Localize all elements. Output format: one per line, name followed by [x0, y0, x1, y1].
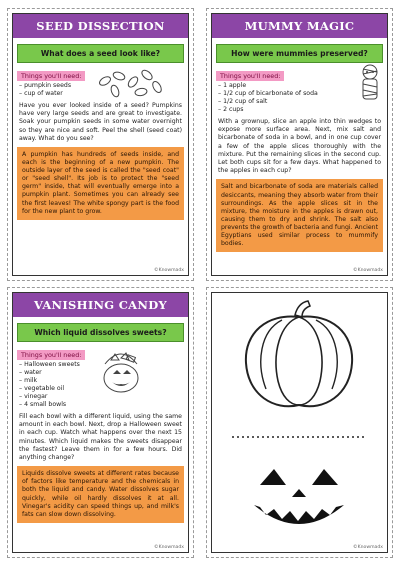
explanation-box: A pumpkin has hundreds of seeds inside, and each is the beginning of a new pumpkin. The outside layer of the seed is called the "seed coat" or "seed shell". Its job is to protect the "seed germ" inside, that will eventually emerge into a pumpkin plant. Sometimes you can already see the first leaves! The white spongy part is the food for the new plant to grow. — [17, 147, 184, 220]
list-item: – 2 cups — [218, 106, 318, 114]
candy-bucket-illustration — [85, 342, 188, 409]
instructions: With a grownup, slice an apple into thin wedges to expose more surface area. Next, mix salt and bicarbonate of soda in a bowl, and in one cup cover a few of the apple slices thoroughly with the mixture. Put the remaining slices in the second cup. Let both cups sit for a few days. What happened to the apples in each cup? — [218, 118, 381, 175]
pumpkin-illustration — [212, 293, 387, 548]
materials — [212, 63, 318, 114]
credit: ©Knowmadx — [153, 545, 184, 550]
credit: ©Knowmadx — [153, 268, 184, 273]
list-item: – 1 apple — [218, 82, 318, 90]
instructions: Have you ever looked inside of a seed? Pumpkins have very large seeds and are great to investigate. Soak your pumpkin seeds in some water overnight so they are nice and soft. Peel the shell (seed coat) away. What do you see? — [19, 102, 182, 142]
things-needed-label: Things you'll need: — [216, 71, 284, 81]
materials-list — [218, 82, 318, 114]
card-frame — [211, 13, 388, 276]
explanation-box: Salt and bicarbonate of soda are materials called desiccants, meaning they absorb water from their surroundings. As the apple slices sit in the mixture, the moisture in the apples is drawn out, causing them to dry and shrink. The salt also prevents the growth of bacteria and fungi. Ancient Egyptians used similar process to mummify bodies. — [216, 179, 383, 252]
list-item: – vinegar — [19, 393, 85, 401]
list-item: – 4 small bowls — [19, 401, 85, 409]
credit: ©Knowmadx — [352, 545, 383, 550]
things-needed-label: Things you'll need: — [17, 350, 85, 360]
list-item: – Halloween sweets — [19, 361, 85, 369]
materials-list — [19, 361, 85, 409]
list-item: – 1/2 cup of salt — [218, 98, 318, 106]
card-question: What does a seed look like? — [17, 44, 184, 63]
card-title: MUMMY MAGIC — [212, 14, 387, 38]
list-item: – cup of water — [19, 90, 85, 98]
card-mummy-magic — [206, 8, 393, 281]
card-frame — [211, 292, 388, 553]
things-needed-label: Things you'll need: — [17, 71, 85, 81]
materials — [13, 63, 85, 98]
card-title: VANISHING CANDY — [13, 293, 188, 317]
list-item: – pumpkin seeds — [19, 82, 85, 90]
list-item: – vegetable oil — [19, 385, 85, 393]
seeds-illustration — [85, 63, 188, 98]
instructions: Fill each bowl with a different liquid, using the same amount in each bowl. Next, drop a Halloween sweet in each cup. Watch what happens over the next 15 minutes. Which liquid makes the sweets disappear the fastest? Leave them in for a few hours. Did anything change? — [19, 413, 182, 462]
materials-row — [13, 342, 188, 409]
card-frame — [12, 292, 189, 553]
card-question: Which liquid dissolves sweets? — [17, 323, 184, 342]
materials-row — [13, 63, 188, 98]
list-item: – water — [19, 369, 85, 377]
credit: ©Knowmadx — [352, 268, 383, 273]
card-title: SEED DISSECTION — [13, 14, 188, 38]
mummy-illustration — [318, 63, 387, 114]
card-question: How were mummies preserved? — [216, 44, 383, 63]
card-seed-dissection — [7, 8, 194, 281]
card-cover — [206, 287, 393, 558]
materials — [13, 342, 85, 409]
list-item: – 1/2 cup of bicarbonate of soda — [218, 90, 318, 98]
explanation-box: Liquids dissolve sweets at different rates because of factors like temperature and the chemicals in both the liquid and candy. Water dissolves sugar quickly, while oil hardly dissolves it at all. Vinegar's acidity can speed things up, and milk's fats can slow down dissolving. — [17, 466, 184, 523]
card-vanishing-candy — [7, 287, 194, 558]
materials-row — [212, 63, 387, 114]
materials-list — [19, 82, 85, 98]
card-frame — [12, 13, 189, 276]
list-item: – milk — [19, 377, 85, 385]
